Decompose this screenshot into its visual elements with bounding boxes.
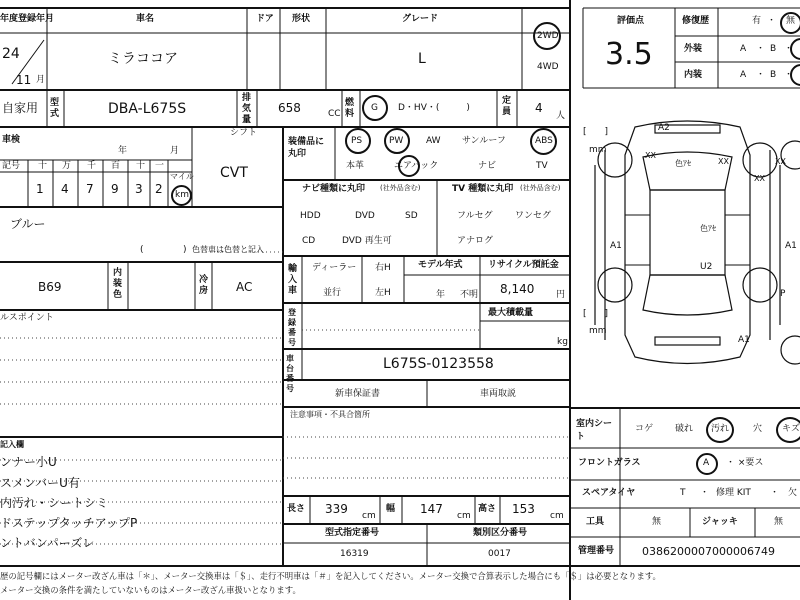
navi-hdd: HDD (300, 211, 321, 221)
height-value: 153 (512, 502, 535, 516)
recycle-label: リサイクル預託金 (488, 260, 559, 270)
fuel-label: 燃料 (345, 98, 355, 119)
ext-b: B (770, 44, 777, 54)
tv-note: (社外品含む) (520, 184, 561, 192)
remark-3: ドステップタッチアップP (0, 516, 138, 530)
repair-sep: ・ (767, 16, 777, 26)
mark-a1-left: A1 (610, 241, 622, 251)
equip-aw: AW (426, 136, 441, 146)
tools-value: 無 (652, 517, 662, 527)
mark-fade-2: 色ｱｾ (700, 224, 716, 233)
model-type-label: 型式 (50, 98, 60, 119)
ext-sep1: ・ (756, 44, 766, 54)
color-value: ブルー (10, 217, 46, 231)
mileage-symbol-label: 記号 (2, 161, 21, 171)
new-car-warranty: 新車保証書 (335, 389, 381, 399)
navi-sd: SD (405, 211, 418, 221)
interior-sheet-label: 室内シート (576, 419, 613, 442)
tools-label: 工具 (586, 517, 605, 527)
exterior-label: 外装 (684, 44, 703, 54)
door-label: ドア (256, 14, 274, 24)
max-load-label: 最大積載量 (488, 308, 534, 318)
mark-a1-bottom: A1 (738, 335, 750, 345)
int-a: A (740, 70, 747, 80)
digit-label-5: 一 (155, 161, 165, 171)
displacement-label: 排気量 (242, 93, 252, 125)
digit-label-0: 十 (38, 161, 48, 171)
navi-note: (社外品含む) (380, 184, 421, 192)
notes-label: 注意事項・不具合箇所 (290, 410, 370, 419)
footer-line-2: メーター交換の条件を満たしていないものはメーター改ざん車扱いとなります。 (0, 585, 301, 595)
remark-1: スメンバーU有 (0, 476, 80, 490)
spare-missing: 欠 (788, 488, 798, 498)
diagram-mm-2: mm (589, 326, 607, 336)
remarks-label: 記入欄 (0, 440, 24, 449)
score-label: 評価点 (617, 16, 645, 26)
length-cm: cm (362, 511, 376, 521)
shaken-label: 車検 (2, 135, 21, 145)
windshield-label: フロントガラス (578, 458, 641, 468)
spare-t: T (680, 488, 686, 498)
person-unit: 人 (556, 111, 566, 121)
mark-a1-right: A1 (785, 241, 797, 251)
sheet-scratch: キズ (782, 424, 800, 434)
interior-label: 内装 (684, 70, 703, 80)
navi-cd: CD (302, 236, 316, 246)
color-paren-close: ) (183, 245, 187, 255)
score-value: 3.5 (605, 37, 653, 72)
mileage-digit-1: 4 (61, 182, 69, 196)
ac-label: 冷房 (199, 275, 209, 296)
color-note: 色替車は色替と記入 (192, 245, 264, 254)
mileage-digit-0: 1 (36, 182, 44, 196)
management-number: 0386200007000006749 (642, 545, 775, 558)
shaken-month: 月 (170, 146, 180, 156)
digit-label-3: 百 (111, 161, 121, 171)
displacement-value: 658 (278, 101, 301, 115)
mark-xx-3: XX (754, 174, 765, 183)
shaken-year: 年 (118, 146, 128, 156)
import-left-h: 左H (375, 288, 391, 298)
ac-value: AC (236, 280, 253, 294)
grade-value: L (418, 51, 426, 67)
capacity-value: 4 (535, 101, 543, 115)
equipment-title: 装備品に丸印 (288, 137, 325, 159)
interior-color-label: 内装色 (113, 268, 123, 300)
mark-u2: U2 (700, 262, 713, 272)
equip-tv: TV (536, 161, 548, 171)
import-dealer: ディーラー (312, 263, 357, 273)
width-cm: cm (457, 511, 471, 521)
digit-label-1: 万 (62, 161, 72, 171)
repair-yes: 有 (752, 16, 762, 26)
int-sep2: ・ (784, 70, 794, 80)
tv-oneseg: ワンセグ (515, 211, 552, 221)
mark-p: P (780, 289, 786, 299)
shift-label: シフト (230, 128, 258, 138)
fuel-options: D・HV・( ) (398, 103, 470, 113)
mileage-digit-4: 3 (135, 182, 143, 196)
shift-value: CVT (220, 165, 248, 181)
diagram-mm-1: mm (589, 145, 607, 155)
equip-airbag: エアバック (394, 161, 439, 171)
km-unit: km (175, 190, 189, 200)
first-reg-year: 24 (2, 46, 20, 62)
navi-dvd-play: DVD 再生可 (342, 236, 392, 246)
model-year-unit: 年 (436, 290, 446, 300)
spare-sep2: ・ (770, 488, 780, 498)
tv-title: TV 種類に丸印 (452, 184, 514, 194)
mark-a2: A2 (658, 123, 670, 133)
int-sep1: ・ (756, 70, 766, 80)
tv-analog: アナログ (457, 236, 494, 246)
mark-xx-4: XX (775, 157, 786, 166)
capacity-label: 定員 (502, 96, 512, 117)
mileage-digit-5: 2 (155, 182, 163, 196)
tv-fullseg: フルセグ (457, 211, 493, 221)
spare-repair-kit: 修理 KIT (716, 488, 751, 498)
import-parallel: 並行 (323, 288, 342, 298)
sheet-hole: 穴 (753, 424, 763, 434)
equip-leather: 本革 (346, 161, 365, 171)
mark-fade-1: 色ｱｾ (675, 159, 691, 168)
spare-tire-label: スペアタイヤ (582, 488, 636, 498)
kg-unit: kg (557, 337, 568, 347)
ext-sep2: ・ (784, 44, 794, 54)
jack-label: ジャッキ (702, 517, 738, 527)
type-designation-value: 16319 (340, 549, 369, 559)
mark-xx-2: XX (718, 157, 729, 166)
width-label: 幅 (386, 504, 396, 514)
usage-type: 自家用 (2, 101, 39, 115)
reg-number-label: 登録番号 (288, 308, 296, 347)
diagram-bracket-2: [ ] (583, 309, 609, 319)
navi-title: ナビ種類に丸印 (302, 184, 366, 194)
repair-history-label: 修復歴 (682, 16, 710, 26)
windshield-a: A (703, 458, 710, 468)
fuel-g: G (371, 103, 378, 113)
repair-none: 無 (786, 16, 796, 26)
drive-2wd: 2WD (537, 31, 559, 41)
mileage-digit-3: 9 (111, 182, 119, 196)
color-paren-open: ( (140, 245, 144, 255)
width-value: 147 (420, 502, 443, 516)
model-year-unknown: 不明 (460, 290, 479, 300)
spare-sep1: ・ (700, 488, 710, 498)
shape-label: 形状 (292, 14, 311, 24)
chassis-label: 車台番号 (286, 354, 294, 393)
remark-4: ントバンパーズレ (0, 536, 95, 550)
jack-value: 無 (774, 517, 784, 527)
mileage-digit-2: 7 (86, 182, 94, 196)
digit-label-2: 千 (87, 161, 97, 171)
length-label: 長さ (287, 504, 306, 514)
car-name: ミラココア (108, 51, 178, 67)
digit-label-4: 十 (136, 161, 146, 171)
sheet-burn: コゲ (635, 424, 654, 434)
mile-unit: マイル (170, 172, 194, 181)
equip-pw: PW (389, 136, 404, 146)
ext-a: A (740, 44, 747, 54)
height-cm: cm (550, 511, 564, 521)
windshield-option: ・ ×要ス (726, 458, 764, 468)
class-number-label: 類別区分番号 (473, 528, 528, 538)
first-reg-month: 11 (16, 73, 32, 87)
equip-navi: ナビ (478, 161, 497, 171)
sheet-tear: 破れ (675, 424, 694, 434)
management-number-label: 管理番号 (578, 546, 615, 556)
drive-4wd: 4WD (537, 62, 559, 72)
equip-ps: PS (351, 136, 363, 146)
first-reg-label: 年度登録年月 (0, 14, 55, 24)
chassis-number: L675S-0123558 (383, 356, 494, 372)
height-label: 高さ (478, 504, 497, 514)
navi-dvd: DVD (355, 211, 375, 221)
vehicle-manual: 車両取説 (480, 389, 517, 399)
remark-0: ンナー小U (0, 455, 57, 469)
yen-unit: 円 (556, 290, 566, 300)
remark-2: 内汚れ・シートシミ (0, 496, 109, 510)
cc-unit: CC (328, 109, 341, 119)
grade-label: グレード (402, 14, 439, 24)
recycle-value: 8,140 (500, 282, 535, 296)
model-year-label: モデル年式 (418, 260, 463, 270)
sheet-dirt: 汚れ (711, 424, 730, 434)
type-designation-label: 型式指定番号 (325, 528, 380, 538)
footer-line-1: 歴の記号欄にはメーター改ざん車は「＊」、メーター交換車は「＄」、走行不明車は「＃」を記入してください。メーター交換で合算表示した場合にも「＄」は必要となります。 (0, 571, 661, 581)
color-code: B69 (38, 280, 62, 294)
class-number-value: 0017 (488, 549, 511, 559)
equip-sunroof: サンルーフ (462, 136, 506, 146)
month-unit: 月 (36, 75, 46, 85)
length-value: 339 (325, 502, 348, 516)
diagram-bracket-1: [ ] (583, 127, 609, 137)
equip-abs: ABS (535, 136, 553, 146)
car-condition-diagram (575, 95, 800, 400)
import-right-h: 右H (375, 263, 391, 273)
mark-xx-1: XX (645, 151, 656, 160)
model-type: DBA-L675S (108, 101, 187, 117)
int-b: B (770, 70, 777, 80)
import-label: 輸入車 (288, 264, 298, 296)
sales-point-label: ルスポイント (0, 313, 54, 323)
car-name-label: 車名 (136, 14, 155, 24)
